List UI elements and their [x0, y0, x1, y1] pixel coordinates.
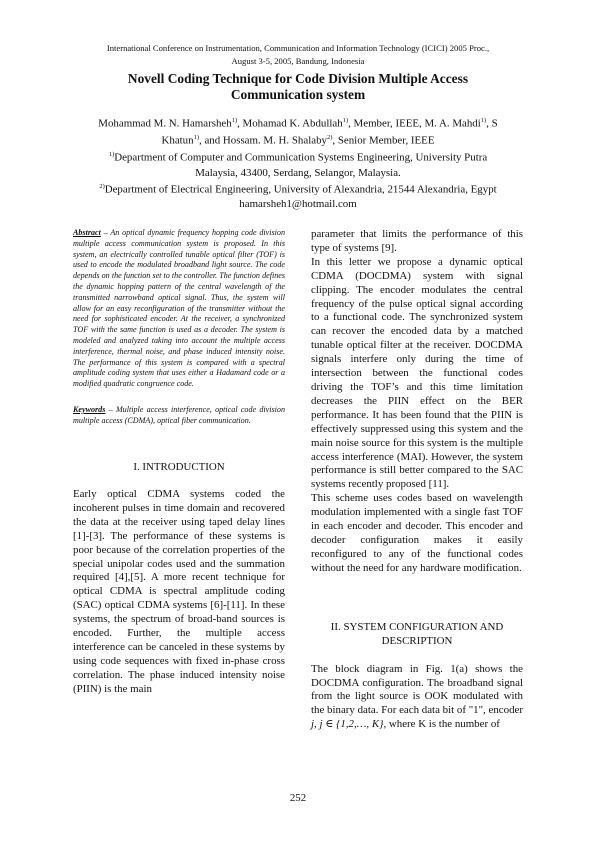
- system-paragraph-1: The block diagram in Fig. 1(a) shows the DOCDMA configuration. The broadband signal from the light source is OOK modulated with the binary data. For each data bit of "1", encoder j, j ∈ {1,2,…, K}, where K is the number of: [311, 662, 523, 731]
- author-email: hamarsheh1@hotmail.com: [239, 198, 357, 211]
- authors-line-1: Mohammad M. N. Hamarsheh$^{1)}$, Mohamad K. Abdullah$^{1)}$, Member, IEEE, M. A. Mahdi$^{1)}$, S: [98, 117, 498, 130]
- paper-title: [60, 71, 536, 103]
- affiliation-1-cont: Malaysia, 43400, Serdang, Selangor, Malaysia.: [195, 166, 401, 179]
- right-paragraph-2: In this letter we propose a dynamic optical CDMA (DOCDMA) system with signal clipping. The encoder modulates the central frequency of the pulse optical signal according to a functional code. The synchronized system can recover the encoded data by a matched tunable optical filter at the receiver. DOCDMA signals interfere only during the time of intersection between the functional codes driving the TOF’s and this time limitation decreases the PIIN effect on the BER performance. It has been found that the PIIN is effectively suppressed using this system and the main noise source for this system is the multiple access interference (MAI). However, the system performance is still better compared to the SAC systems recently proposed [11].: [311, 255, 523, 491]
- section-system-heading: II. SYSTEM CONFIGURATION AND DESCRIPTION: [330, 620, 504, 648]
- affiliation-1: $^{1)}$Department of Computer and Communication Systems Engineering, University Putra: [108, 151, 488, 165]
- conference-line-2: August 3-5, 2005, Bandung, Indonesia: [231, 56, 365, 66]
- introduction-paragraph: Early optical CDMA systems coded the incoherent pulses in time domain and recovered the data at the receiver using taped delay lines [1]-[3]. The performance of these systems is poor because of the correlation properties of the special unipolar codes used and the summation required [4],[5]. A more recent technique for optical CDMA is spectral amplitude coding (SAC) optical CDMA systems [6]-[11]. In these systems, the spectrum of broad-band sources is encoded. Further, the multiple access interference can be canceled in these systems by using code sequences with fixed in-phase cross correlation. The phase induced intensity noise (PIIN) is the main: [73, 488, 285, 695]
- title-line-2: Communication system: [230, 87, 366, 102]
- page-number: 252: [289, 792, 307, 804]
- right-paragraph-1: parameter that limits the performance of this type of systems [9].: [311, 228, 523, 254]
- affiliation-2: $^{2)}$Department of Electrical Engineering, University of Alexandria, 21544 Alexandria, Egypt: [99, 183, 497, 196]
- right-column: [311, 228, 523, 732]
- conference-line-1: International Conference on Instrumentation, Communication and Information Technology (ICICI) 2005 Proc.,: [106, 43, 490, 53]
- conference-header: [40, 42, 556, 68]
- title-line-1: Novell Coding Technique for Code Division Multiple Access: [127, 71, 469, 86]
- section-introduction-heading: I. INTRODUCTION: [133, 460, 225, 473]
- abstract: Abstract – An optical dynamic frequency hopping code division multiple access communication system is proposed. In this system, an electrically controlled tunable optical filter (TOF) is used to encode the modulated broadband light source. The code depends on the function set to the controller. The function defines the dynamic hopping pattern of the central wavelength of the transmitted narrowband optical signal. Thus, the system will allow for an easy reconfiguration of the transmitter without the need for sophisticated encoder. At the receiver, a synchronized TOF with the same function is used as a decoder. The system is modeled and analyzed taking into account the multiple access interference, thermal noise, and phase induced intensity noise. The performance of this system is compared with a spectral amplitude coding system that uses either a Hadamard code or a modified quadratic congruence code.: [73, 228, 285, 389]
- right-paragraph-3: This scheme uses codes based on wavelength modulation implemented with a single fast TOF in each encoder and decoder. This encoder and decoder configuration makes it easily reconfigured to any of the functional codes without the need for any hardware modification.: [311, 492, 523, 574]
- author-block: [50, 114, 546, 212]
- keywords: Keywords – Multiple access interference, optical code division multiple access (CDMA), optical fiber communication.: [73, 404, 285, 425]
- left-column: [73, 228, 285, 697]
- authors-line-2: Khatun$^{1)}$, and Hossam. M. H. Shalaby$^{2)}$, Senior Member, IEEE: [161, 134, 435, 147]
